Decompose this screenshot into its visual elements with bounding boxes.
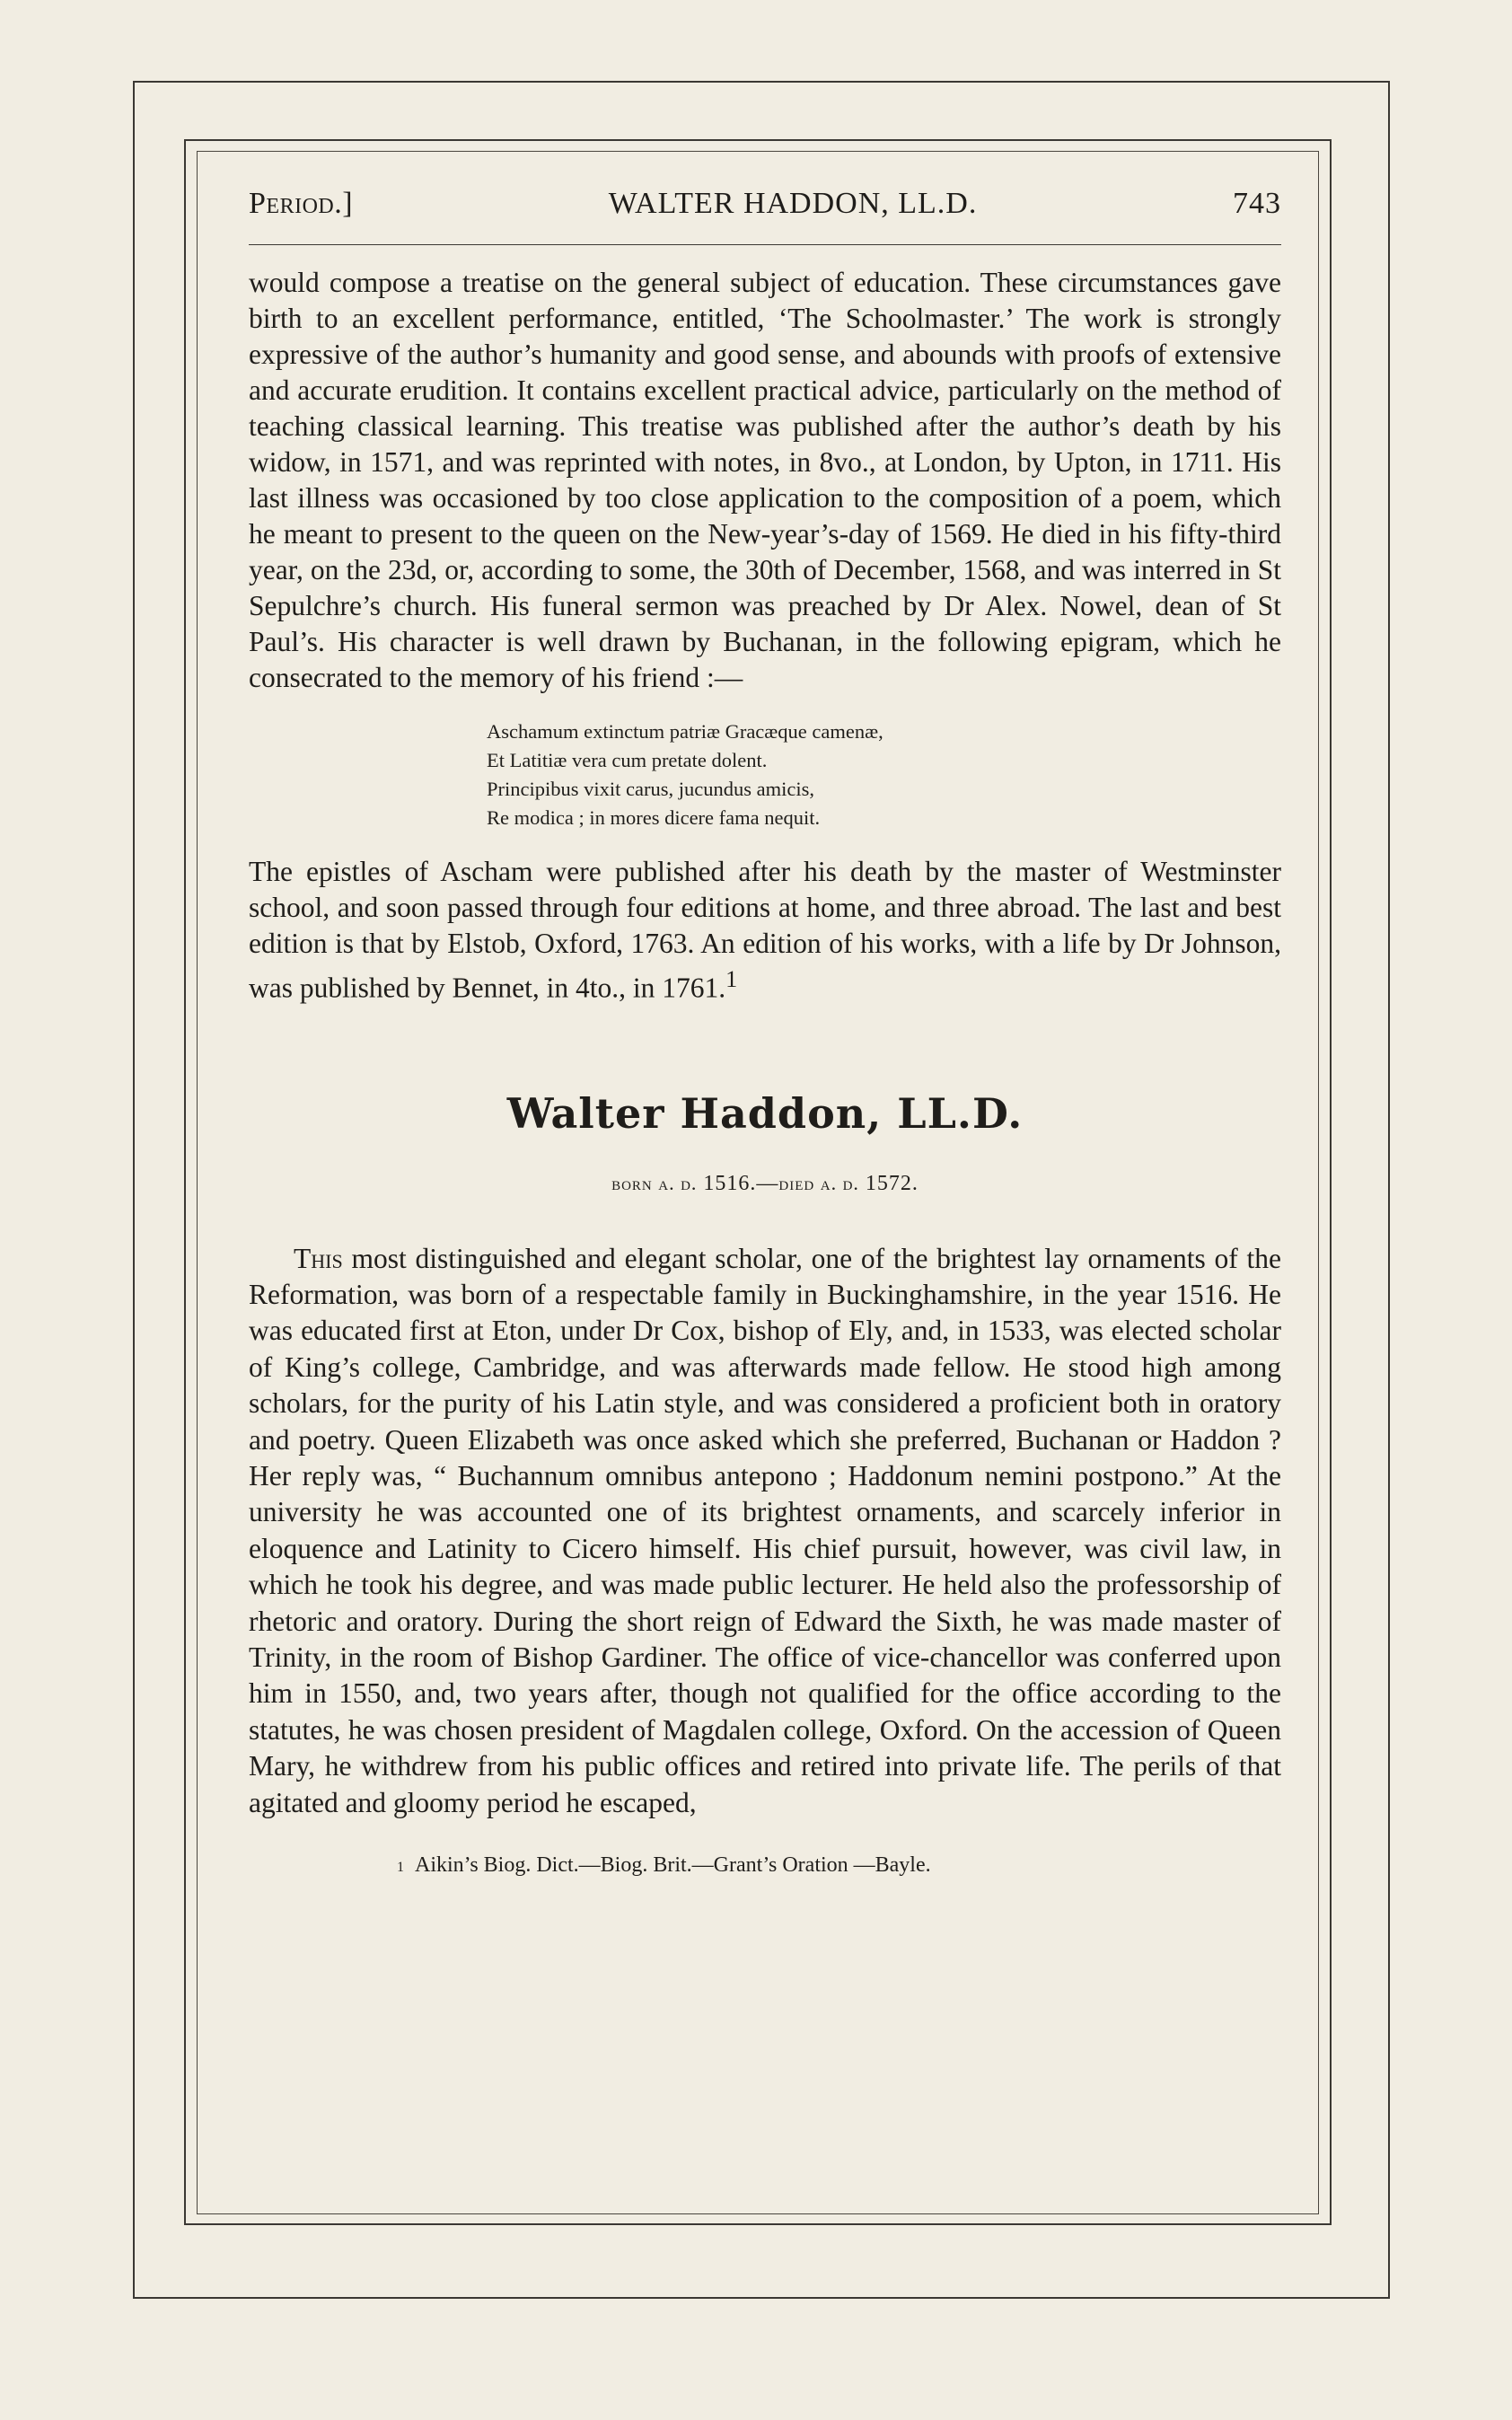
paragraph-ascham-continued: would compose a treatise on the general subject of education. These circumstances gave birth to an excellent performance, entitled, ‘The Schoolmaster.’ The work is strongly expressive of the author’s humanity and good sense, and abounds with proofs of extensive and accurate erudition. It contains excellent practical advice, particularly on the method of teaching classical learning. This treatise was published after the author’s death by his widow, in 1571, and was reprinted with notes, in 8vo., at London, by Upton, in 1711. His last illness was occasioned by too close application to the composition of a poem, which he meant to present to the queen on the New-year’s-day of 1569. He died in his fifty-third year, on the 23d, or, according to some, the 30th of December, 1568, and was interred in St Sepulchre’s church. His funeral sermon was preached by Dr Alex. Nowel, dean of St Paul’s. His character is well drawn by Buchanan, in the following epigram, which he consecrated to the memory of his friend :— [249,267,1281,693]
running-head-period: Period.] [249,187,354,220]
died-year: 1572. [865,1171,919,1195]
epigram-line: Re modica ; in mores dicere fama nequit. [487,806,821,829]
opening-word: This [294,1242,343,1274]
paragraph-epistles-text: The epistles of Ascham were published after his death by the master of Westminster school, and soon passed through four editions at home, and three abroad. The last and best edition is that by Elstob, Oxford, 1763. An edition of his works, with a life by Dr Johnson, was published by Bennet, in 4to., in 1761. [249,856,1281,1004]
epigram-line: Principibus vixit carus, jucundus amicis, [487,778,814,800]
footnote-marker: 1 [397,1860,404,1875]
running-head [249,187,1281,245]
article-heading: Walter Haddon, LL.D. [506,1088,1024,1138]
footnote-text: Aikin’s Biog. Dict.—Biog. Brit.—Grant’s Oration —Bayle. [415,1853,931,1877]
epigram [487,717,1281,832]
epigram-line: Et Latitiæ vera cum pretate dolent. [487,749,768,771]
footnote [249,1853,1281,1878]
article-body [249,1241,1281,1822]
article-body-text: most distinguished and elegant scholar, one of the brightest lay ornaments of the Reformation, was born of a respectable family in Buckinghamshire, in the year 1516. He was educated first at Eton, under Dr Cox, bishop of Ely, and, in 1533, was elected scholar of King’s college, Cambridge, and was afterwards made fellow. He stood high among scholars, for the purity of his Latin style, and was considered a proficient both in oratory and poetry. Queen Elizabeth was once asked which she preferred, Buchanan or Haddon ? Her reply was, “ Buchannum omnibus antepono ; Haddonum nemini postpono.” At the university he was accounted one of its brightest ornaments, and scarcely inferior in eloquence and Latinity to Cicero himself. His chief pursuit, however, was civil law, in which he took his degree, and was made public lecturer. He held also the professorship of rhetoric and oratory. During the short reign of Edward the Sixth, he was made master of Trinity, in the room of Bishop Gardiner. The office of vice-chancellor was conferred upon him in 1550, and, two years after, though not qualified for the office according to the statutes, he was chosen president of Magdalen college, Oxford. On the accession of Queen Mary, he withdrew from his public offices and retired into private life. The perils of that agitated and gloomy period he escaped, [249,1242,1281,1818]
page-number: 743 [1233,187,1281,220]
epigram-line: Aschamum extinctum patriæ Gracæque camenæ, [487,720,883,743]
born-label: born a. d. [611,1171,698,1194]
footnote-reference: 1 [725,966,738,992]
life-dates [249,1172,1281,1196]
running-head-title: WALTER HADDON, LL.D. [608,187,978,220]
page-content [249,187,1281,1878]
paragraph-epistles [249,854,1281,1007]
born-year: 1516.— [703,1171,779,1195]
died-label: died a. d. [778,1171,859,1194]
